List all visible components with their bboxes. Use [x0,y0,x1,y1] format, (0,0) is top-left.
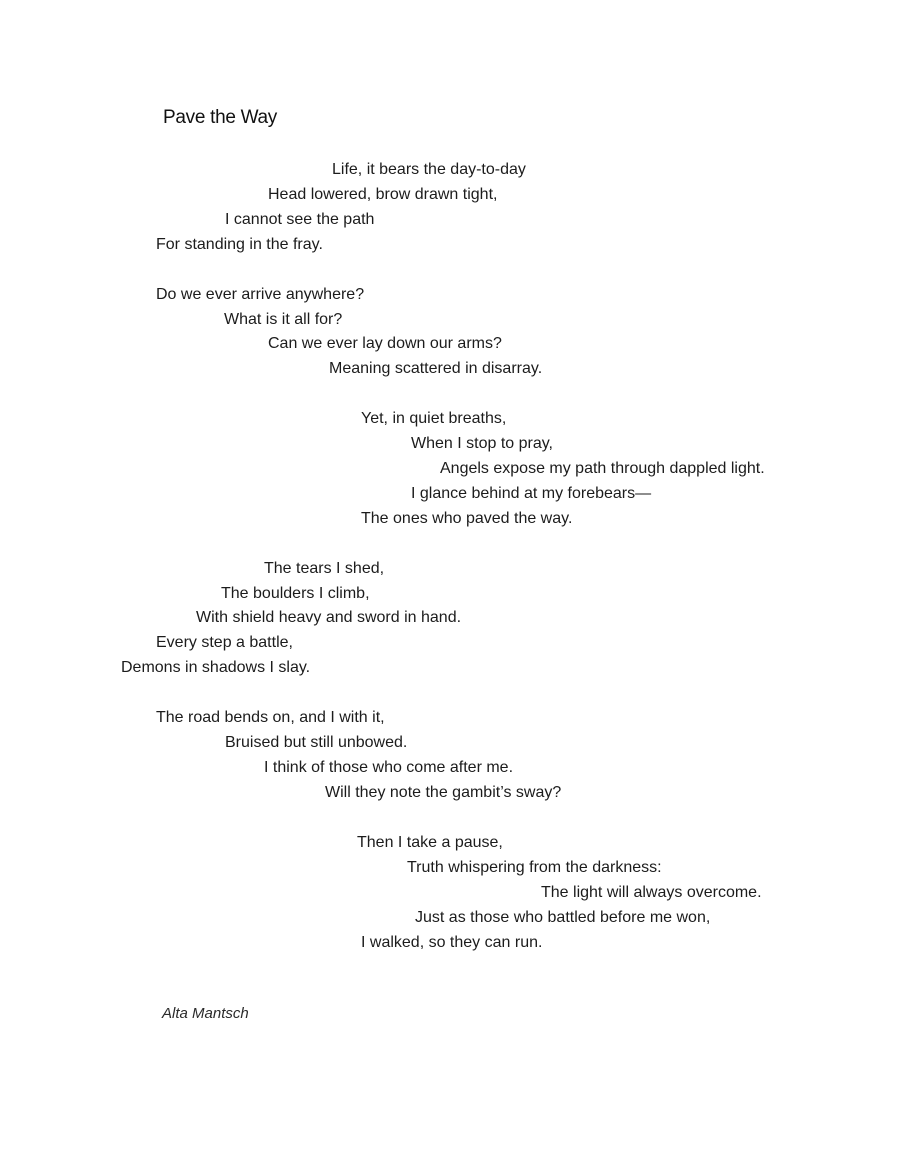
poem-line: Bruised but still unbowed. [225,734,408,751]
poem-line: When I stop to pray, [411,435,553,452]
poem-line: Just as those who battled before me won, [415,909,711,926]
poem-line: The boulders I climb, [221,585,370,602]
poem-line: I walked, so they can run. [361,934,543,951]
poem-line: Head lowered, brow drawn tight, [268,186,498,203]
poem-line: Yet, in quiet breaths, [361,410,507,427]
poem-line: Will they note the gambit’s sway? [325,784,562,801]
poem-line: The light will always overcome. [541,884,762,901]
poem-line: With shield heavy and sword in hand. [196,609,462,626]
poem-line: Every step a battle, [156,634,293,651]
poem-line: Angels expose my path through dappled light. [440,460,765,477]
poem-line: Truth whispering from the darkness: [407,859,662,876]
poem-line: Life, it bears the day-to-day [332,161,526,178]
poem-line: I cannot see the path [225,211,375,228]
poem-line: The ones who paved the way. [361,510,573,527]
poem-title: Pave the Way [163,107,277,128]
poem-line: Then I take a pause, [357,834,503,851]
poem-line: What is it all for? [224,311,343,328]
poem-line: Do we ever arrive anywhere? [156,286,365,303]
poem-line: For standing in the fray. [156,236,323,253]
poem-line: Can we ever lay down our arms? [268,335,502,352]
poem-line: Demons in shadows I slay. [121,659,311,676]
poem-line: The road bends on, and I with it, [156,709,385,726]
poem-line: Meaning scattered in disarray. [329,360,543,377]
poem-line: The tears I shed, [264,560,385,577]
poem-line: I glance behind at my forebears— [411,485,652,502]
author-signature: Alta Mantsch [162,1005,249,1022]
poem-line: I think of those who come after me. [264,759,514,776]
